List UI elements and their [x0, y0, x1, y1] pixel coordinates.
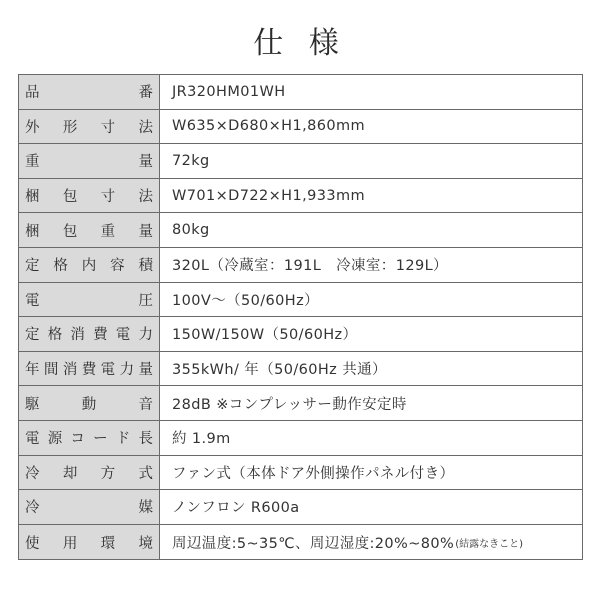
spec-value-cell	[160, 525, 582, 560]
spec-value: 約 1.9m	[172, 431, 231, 448]
spec-label: 重量	[25, 154, 153, 171]
spec-value-cell	[160, 179, 582, 213]
spec-row-noise	[19, 386, 582, 421]
spec-label-cell	[19, 179, 160, 213]
spec-label-cell	[19, 490, 160, 524]
spec-value-cell	[160, 490, 582, 524]
spec-row-environment	[19, 525, 582, 560]
spec-value: ノンフロン R600a	[172, 500, 300, 517]
spec-row-dimensions	[19, 110, 582, 145]
spec-label-cell	[19, 421, 160, 455]
spec-row-package-weight	[19, 213, 582, 248]
spec-value: JR320HM01WH	[172, 83, 286, 100]
spec-value: ファン式（本体ドア外側操作パネル付き）	[172, 465, 455, 482]
spec-label-cell	[19, 386, 160, 420]
spec-label-cell	[19, 456, 160, 490]
spec-value-cell	[160, 317, 582, 351]
spec-row-power-consumption	[19, 317, 582, 352]
spec-label-cell	[19, 213, 160, 247]
spec-label: 梱包重量	[25, 223, 153, 240]
spec-label: 冷媒	[25, 500, 153, 517]
spec-label-cell	[19, 144, 160, 178]
spec-label-cell	[19, 283, 160, 317]
spec-label: 定格内容積	[25, 258, 153, 275]
spec-label-cell	[19, 317, 160, 351]
spec-row-annual-energy	[19, 352, 582, 387]
spec-value-cell	[160, 248, 582, 282]
spec-label: 使用環境	[25, 535, 153, 552]
spec-value: 80kg	[172, 222, 210, 239]
spec-value: 28dB ※コンプレッサー動作安定時	[172, 396, 407, 413]
spec-value: 72kg	[172, 152, 210, 169]
spec-row-refrigerant	[19, 490, 582, 525]
spec-value-cell	[160, 213, 582, 247]
spec-label: 品番	[25, 85, 153, 102]
spec-label: 外形寸法	[25, 119, 153, 136]
spec-value-note: (結露なきこと)	[455, 538, 523, 550]
spec-value-cell	[160, 352, 582, 386]
page-title: 仕 様	[253, 26, 347, 61]
spec-label: 電源コード長	[25, 431, 153, 448]
spec-label: 定格消費電力	[25, 327, 153, 344]
spec-row-weight	[19, 144, 582, 179]
spec-row-package-dimensions	[19, 179, 582, 214]
spec-value: 100V〜（50/60Hz）	[172, 292, 319, 309]
spec-value-cell	[160, 110, 582, 144]
spec-value: 320L（冷蔵室：191L 冷凍室：129L）	[172, 258, 448, 275]
spec-label-cell	[19, 525, 160, 560]
spec-label-cell	[19, 352, 160, 386]
spec-value-cell	[160, 421, 582, 455]
spec-label-cell	[19, 110, 160, 144]
spec-row-cord-length	[19, 421, 582, 456]
spec-value-cell	[160, 75, 582, 109]
spec-row-model-number	[19, 75, 582, 110]
spec-value-cell	[160, 456, 582, 490]
spec-row-voltage	[19, 283, 582, 318]
spec-label-cell	[19, 248, 160, 282]
spec-value-cell	[160, 386, 582, 420]
spec-label-cell	[19, 75, 160, 109]
spec-value-cell	[160, 144, 582, 178]
spec-label: 梱包寸法	[25, 189, 153, 206]
spec-row-cooling-method	[19, 456, 582, 491]
spec-label: 電圧	[25, 292, 153, 309]
spec-value: 150W/150W（50/60Hz）	[172, 327, 358, 344]
spec-label: 駆動音	[25, 396, 153, 413]
spec-value: W701×D722×H1,933mm	[172, 187, 366, 204]
spec-row-capacity	[19, 248, 582, 283]
spec-label: 冷却方式	[25, 465, 153, 482]
spec-value: 355kWh/ 年（50/60Hz 共通）	[172, 362, 387, 379]
spec-value: 周辺温度:5~35℃、周辺湿度:20%~80%	[172, 535, 455, 552]
spec-label: 年間消費電力量	[25, 362, 153, 379]
spec-value: W635×D680×H1,860mm	[172, 118, 366, 135]
spec-value-cell	[160, 283, 582, 317]
spec-table	[18, 74, 583, 560]
